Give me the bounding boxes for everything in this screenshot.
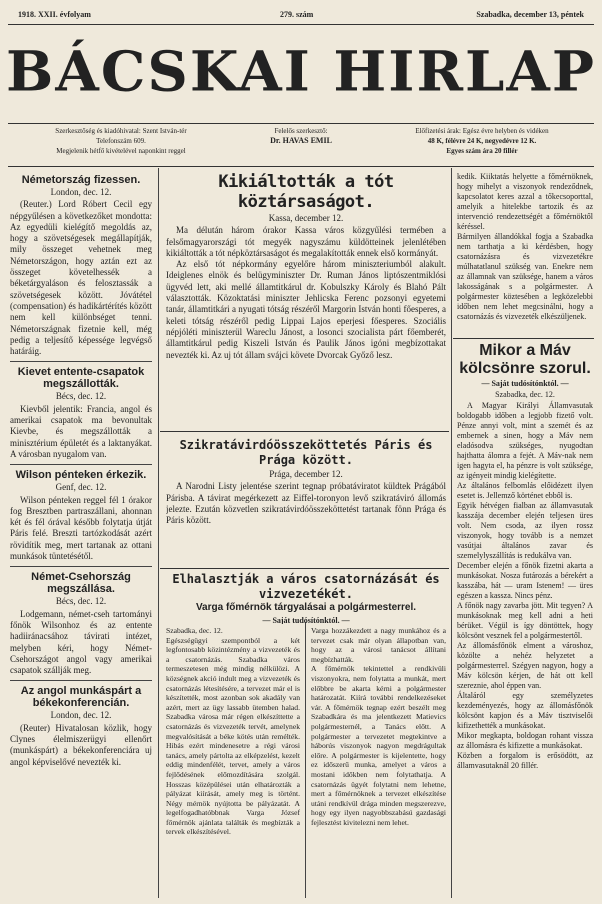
info-right: Előfizetési árak: Egész évre helyben és vidéken 48 K, félévre 24 K, negyedévre 12 K. Egyes szám ára 20 fillér [415, 127, 549, 155]
csatornazas-right: Varga hozzákezdett a nagy munkához és a tervezet csak már olyan állapotban van, hogy az a városi tanácsot állítani megbízhatták. A főmérnök tekintettel a rendkívüli viszonyokra, nem folytatta a munkát, mert előbbre be akarta kérni a polgármester határozatát. Kiírá további rendelkezéseket vár. A főmérnök tegnap ezért beszélt meg Szabadkára és ma jelentkezett Matievics polgármesternél, a Tanács előtt. A polgármester a tervezetet megtekintve a háborús viszonyok nagyon megdrágultak előre. A polgármester is kijelentette, hogy ez időszerű munka, amelyet a város a mostani időkben nem folytathatja. A csatornázás ügyét folytatni nem lehetne, mert a főmérnöknek a tervezet elkészítése utáni rendkívül drága minden megszerezve, hogy egy ilyen nagyobbszabású gazdasági fejlesztést kivitelezni nem lehet. [311, 626, 446, 827]
article-csatornazas-header: Elhalasztják a város csatornázását és vizvezetékét. Varga főmérnök tárgyalásai a polgármesterrel. — Saját tudósítónktól. — [166, 572, 446, 624]
column-1 [10, 174, 152, 898]
article-kiev: Kievet entente-csapatok megszállották. Bécs, dec. 12. Kievből jelentik: Francia, angol és amerikai csapatok ma bevonultak Kievbe, és megszállották a minisztérium épületét és a laktanyákat. A városban nyugalom van. [10, 366, 152, 459]
article-nemet-csehorszag: Német-Csehország megszállása. Bécs, dec. 12. Lodgemann, német-cseh tartományi főnök Wilsonhoz és az entente hadiiránacsához távirati intézet, melyben kéri, hogy Német-Csehországot angol vagy amerikai csapatok szállják meg. [10, 571, 152, 676]
info-rule [8, 166, 594, 167]
csatornazas-left: Szabadka, dec. 12. Egészségügyi szempontból a két legfontosabb közintézmény a vizvezeték és a csatornázás. Szabadka város termeszetesen még mindig nélkülözi. A községnek akció indult meg a vizvezeték és csatornázás létesítésére, a tervezet már el is készítették, most azonban sok akadály van azért, mert az ügy lassabb ütemben halad. Szabadka városa már régen elkészíttette a csatornázás és vizvezeték tervét, amelynek megvalósítását a béke kötés után remélték. Hibás ezért mindenesetre a régi városi tanács, amely pártolta az elképzelést, kezelt eddig mindenfélét, tervet, amely a város fejlődésének előmozdítására szolgál. Hosszas középülései után elhatározták a pályázat kiírását, amely meg is történt. Négy mérnök nyújtotta be pályázatát. A legelfogadhatóbbnak Varga József főmérnök ajánlata találták és megbízták a tervek elkészítésével. [166, 626, 300, 837]
issue-number: 279. szám [280, 10, 314, 19]
column-3-top: kedik. Kiiktatás helyette a főmérnöknek, hogy mihelyt a viszonyok rendeződnek, kapcsolatot keres azzal a tőkecsoporttal, amelyik a hitelekbe tartozik és az intervenció rendezettségét a főmérnöktől kéréssel. Bármilyen állandókkal fogja a Szabadka nem tarthatja a ki kérdésben, hogy csatornázásra és vizvezetékre múlhatatlanul szükség van. Enekre nem az államnak van szüksége, hanem a város lakosságának s a polgármester. A polgármester köztesében a legközelebbi időben nem lehet megcsinálni, hogy a csatornázás és vizvezeték elkészüljenek. [457, 172, 593, 321]
article-szikratavirdo: Szikratávirdóösszeköttetés Páris és Prága között. Prága, december 12. A Narodni Listy jelentése szerint tegnap próbatáviratot küldtek Prágából Párisba. A távirat megérkezett az Eiffel-toronyon levő szikratáviró állomás jelezte. Ezután közvetlen szikratávirdóösszeköttetést tartanak fönn Prága és Páris között. [166, 438, 446, 526]
masthead: BÁCSKAI HIRLAP [6, 39, 596, 105]
headline-csatornazas: Elhalasztják a város csatornázását és vizvezetékét. [172, 572, 440, 601]
article-nemetorszag: Németország fizessen. London, dec. 12. (Reuter.) Lord Róbert Cecil egy népgyűlésen a következőket mondotta: Az egyedüli kielégítő megoldás az, hogy a szövetségesek megállapítják, mily összeget vehetnek meg Németországon, hogy aztán ezt az összeget követelhessék a béketárgyaláson és felosztassák a szövetségesek között. Jóvátétel (compensation) és hadikártérítés között nem kell különbséget tenni. Németországnak fizetnie kell, még pedig a teljesítő képessége legvégső határáig. [10, 174, 152, 357]
info-left: Szerkesztőség és kiadóhivatal: Szent István-tér Telefonszám 609. Megjelenik hétfő kivételével naponkint reggel [55, 127, 187, 155]
headline-mav: Mikor a Máv kölcsönre szorul. [459, 342, 591, 377]
volume-label: 1918. XXII. évfolyam [18, 10, 91, 19]
info-center: Felelős szerkesztő: Dr. HAVAS EMIL [270, 127, 332, 145]
article-mav: Mikor a Máv kölcsönre szorul. — Saját tudósítónktól. — Szabadka, dec. 12. A Magyar Királyi Államvasutak boldogabb időben a legjobb fizető volt. Pénze annyi volt, mint a szemét és az embernek a sinen, hogy a Máv nem eladósodva szükséges, nyugodtan hajthatta álomra a fejét. A Máv-nak nem igen hagyta el, ha pénzre is volt szüksége, az igényeit mindig kielégítette. Az általános felbomlás előidézett ilyen esetet is. Jellemző körténet ebből is. Egyik hétvégen fialban az államvasutak kasszája december elején teljesen üres volt. Nem csoda, az ilyen rossz viszonyok, hogy tovább is a nemzet vasútjai általános zavar és szemelylyszállítás is redukálva van. December elején a főnök fizetni akarta a munkásokat. Nosza futározás a bérekért a kasszába, hát — uram Istenem! — üres egészen a kassza. Nincs pénz. A főnök nagy zavarba jött. Mit tegyen? A munkásoknak meg kell adni a heti bérüket. Végül is így döntöttek, hogy kölcsönt vesznek fel a polgármestertől. Az állomásfőnök elment a városhoz, közölte a nehéz helyzetet a polgármesterrel. Szégyen nagyon, hogy a Máv kölcsön kérjen, de hát ott kell szereznie, ahol éppen van. Általáról egy személyzetes kezdeményezés, hogy az állomásfőnök kölcsönt kapjon és a Máv tisztviselői kifizethették a munkásokat. Mikor megkapta, boldogan rohant vissza az állomásra és kifizette a munkásokat. Közben a forgalom is erősödött, az államvasutaknál 20 fillér. [457, 342, 593, 770]
article-wilson: Wilson pénteken érkezik. Genf, dec. 12. Wilson pénteken reggel fél 1 órakor fog Bresztben partraszállani, ahonnan két és fél órával később folytatja útját Páris felé. Breszti tartózkodását azért rövidítik meg, mert tartanak az ottani munkások tüntetésétől. [10, 469, 152, 562]
top-line [12, 10, 590, 22]
subheadline-varga: Varga főmérnök tárgyalásai a polgármesterrel. [195, 602, 417, 613]
masthead-rule [8, 123, 594, 124]
headline-tot: Kikiáltották a tót köztársaságot. [218, 172, 394, 212]
headline-szikra: Szikratávirdóösszeköttetés Páris és Prága között. [179, 438, 433, 467]
date-label: Szabadka, december 13, péntek [476, 10, 584, 19]
article-tot-koztarsasag: Kikiáltották a tót köztársaságot. Kassa, december 12. Ma délután három órakor Kassa város közgyűlési termében a felsőmagyarországi tót megyék nagyszámu küldötteinek jelenlétében kikiáltották a tót népköztársaságot és megalakították ennek első kormányát. Az első tót népkormány egyelőre három miniszteriumból alakult. Ideiglenes elnök és belügyminiszter Dr. Ruman János liptószentmiklósi ügyvéd lett, aki mellé államtitkárul dr. Kobulszky Károly és Blahó Pált választották. Közoktatási miniszter Jehlicska Ferenc pozsonyi egyetemi tanár, államtitkári a nyugati tótság részéről Margorin István honti főesperes, a keleti tótság részéről pedig Lippai Lajos eperjesi főesperes. Szociális népjóléti miniszterül Wareclu Jánost, a losonci szocialista párt főemberét, államtitkárul pedig Kiszeli István és Paulik János igóni megbízottakat nevezték ki. Az uj tót állam svájci követe Dvorcak Győző lesz. [166, 172, 446, 360]
article-angol-munkaspart: Az angol munkáspárt a békekonferencián. London, dec. 12. (Reuter) Hivatalosan közlik, hogy Clynes élelmiszerügyi ellenőrt (munkáspárt) a békekonferenciára uj angol képviselővé nevezték ki. [10, 685, 152, 767]
